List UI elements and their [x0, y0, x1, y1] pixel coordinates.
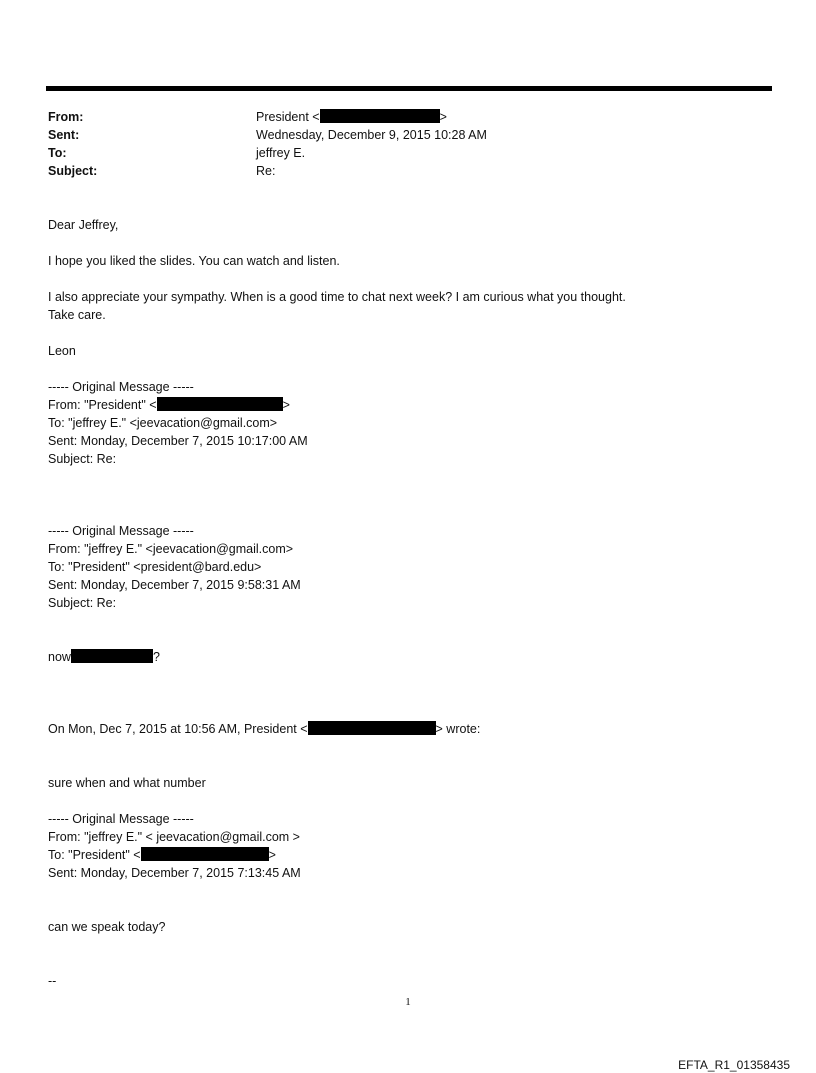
quote-from-prefix: From: "President" <	[48, 398, 157, 412]
to-row	[48, 144, 748, 162]
sent-label: Sent:	[48, 128, 80, 142]
redaction-box	[320, 109, 440, 123]
page-number: 1	[405, 996, 411, 1008]
signature: Leon	[48, 344, 76, 358]
header-rule	[46, 86, 772, 91]
email-body	[48, 216, 768, 990]
subject-row	[48, 162, 748, 180]
quote-subject: Subject: Re:	[48, 596, 117, 610]
email-header	[48, 108, 748, 180]
quote-sent: Sent: Monday, December 7, 2015 9:58:31 AM	[48, 578, 301, 592]
divider: ----- Original Message -----	[48, 380, 194, 394]
redaction-box	[157, 397, 283, 411]
from-label: From:	[48, 110, 84, 124]
quote-from: From: "jeffrey E." < jeevacation@gmail.com >	[48, 830, 300, 844]
to-value: jeffrey E.	[256, 146, 306, 160]
wrote-line	[48, 720, 768, 738]
quote-subject: Subject: Re:	[48, 452, 117, 466]
quote-to: To: "President" <president@bard.edu>	[48, 560, 262, 574]
from-close: >	[439, 110, 447, 124]
quote-sent: Sent: Monday, December 7, 2015 10:17:00 AM	[48, 434, 308, 448]
to-label: To:	[48, 146, 67, 160]
divider: ----- Original Message -----	[48, 524, 194, 538]
greeting: Dear Jeffrey,	[48, 218, 119, 232]
redaction-box	[141, 847, 269, 861]
redaction-box	[308, 721, 436, 735]
paragraph-1: I hope you liked the slides. You can watch and listen.	[48, 254, 340, 268]
quote-message-prefix: now	[48, 650, 71, 664]
divider: ----- Original Message -----	[48, 812, 194, 826]
redaction-box	[71, 649, 153, 663]
paragraph-2-line-2: Take care.	[48, 308, 106, 322]
quote-message	[48, 648, 768, 666]
quote-to: To: "jeffrey E." <jeevacation@gmail.com>	[48, 416, 278, 430]
signature-dashes: --	[48, 974, 57, 988]
original-message-3	[48, 810, 768, 882]
paragraph-2	[48, 288, 768, 324]
quote-message-suffix: ?	[152, 650, 160, 664]
subject-label: Subject:	[48, 164, 98, 178]
from-row	[48, 108, 748, 126]
original-message-2	[48, 522, 768, 612]
quote-from: From: "jeffrey E." <jeevacation@gmail.com>	[48, 542, 294, 556]
quote-to	[48, 846, 768, 864]
wrote-prefix: On Mon, Dec 7, 2015 at 10:56 AM, President <	[48, 722, 308, 736]
quote-to-prefix: To: "President" <	[48, 848, 141, 862]
from-sender: President <	[256, 110, 320, 124]
paragraph-2-line-1: I also appreciate your sympathy. When is a good time to chat next week? I am curious what you thought.	[48, 290, 626, 304]
quote-from	[48, 396, 768, 414]
quote-to-suffix: >	[268, 848, 276, 862]
bates-number: EFTA_R1_01358435	[678, 1058, 790, 1072]
wrote-suffix: > wrote:	[435, 722, 481, 736]
original-message-1	[48, 378, 768, 468]
sent-value: Wednesday, December 9, 2015 10:28 AM	[256, 128, 487, 142]
quote-sent: Sent: Monday, December 7, 2015 7:13:45 AM	[48, 866, 301, 880]
reply-text: sure when and what number	[48, 776, 206, 790]
sent-row	[48, 126, 748, 144]
quote-from-suffix: >	[282, 398, 290, 412]
from-value	[256, 108, 748, 126]
subject-value: Re:	[256, 164, 276, 178]
quote-message: can we speak today?	[48, 920, 166, 934]
